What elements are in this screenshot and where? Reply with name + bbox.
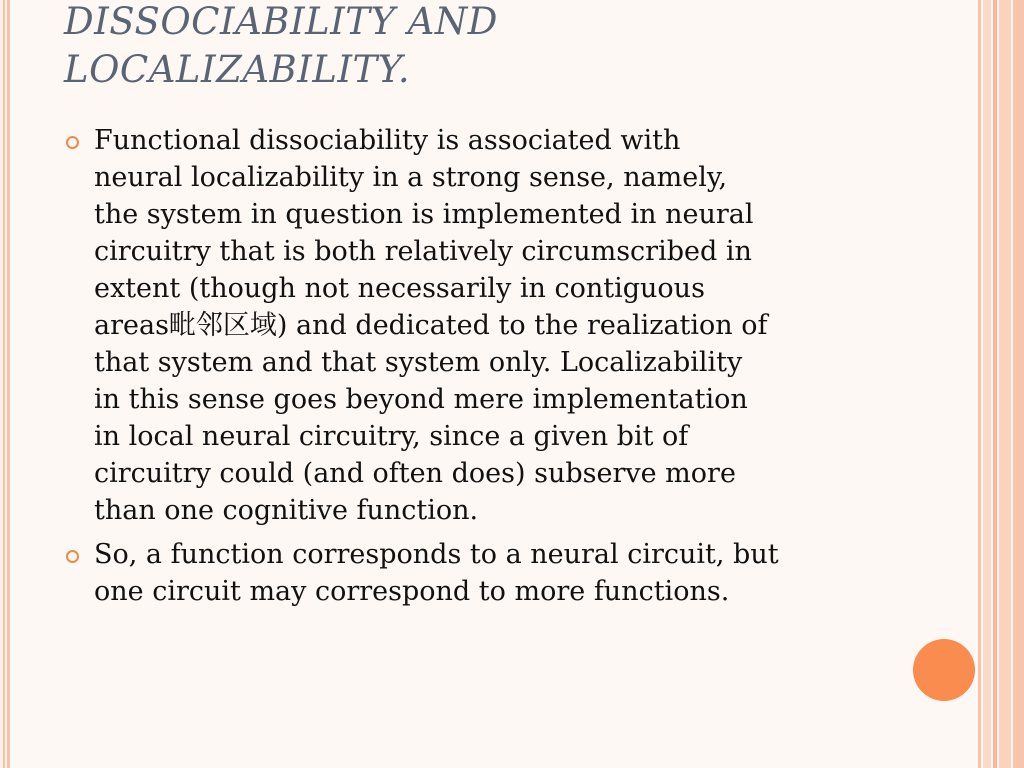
right-stripe-4: [999, 0, 1011, 768]
bullet-1-line: neural localizability in a strong sense, namely,: [94, 162, 728, 193]
bullet-2-line: one circuit may correspond to more functions.: [94, 576, 730, 607]
bullet-1-line: than one cognitive function.: [94, 495, 479, 526]
right-stripe-3: [993, 0, 997, 768]
bullet-1-line: circuitry that is both relatively circumscribed in: [94, 236, 752, 267]
decorative-orange-circle: [913, 639, 975, 701]
bullet-2-line: So, a function corresponds to a neural circuit, but: [94, 539, 779, 570]
bullet-1-line: extent (though not necessarily in contiguous: [94, 273, 705, 304]
bullet-item-1: [66, 122, 886, 529]
bullet-1-line: in local neural circuitry, since a given bit of: [94, 421, 689, 452]
left-border-line: [3, 0, 5, 768]
bullet-1-line: Functional dissociability is associated with: [94, 125, 681, 156]
bullet-item-2: [66, 536, 886, 610]
bullet-1-line: the system in question is implemented in neural: [94, 199, 754, 230]
bullet-circle-icon: [66, 550, 79, 563]
title-line-2: LOCALIZABILITY.: [64, 48, 411, 91]
title-line-1: DISSOCIABILITY AND: [64, 0, 498, 43]
bullet-1-line: areas毗邻区域) and dedicated to the realization of: [94, 310, 768, 341]
right-stripe-5: [1013, 0, 1024, 768]
left-border-stripe: [0, 0, 10, 768]
slide-title: [64, 0, 924, 94]
bullet-1-line: that system and that system only. Localizability: [94, 347, 743, 378]
bullet-1-line: circuitry could (and often does) subserve more: [94, 458, 736, 489]
bullet-circle-icon: [66, 136, 79, 149]
bullet-1-line: in this sense goes beyond mere implementation: [94, 384, 748, 415]
bullet-list: [66, 122, 886, 617]
right-stripe-1: [978, 0, 981, 768]
right-stripe-2: [983, 0, 991, 768]
